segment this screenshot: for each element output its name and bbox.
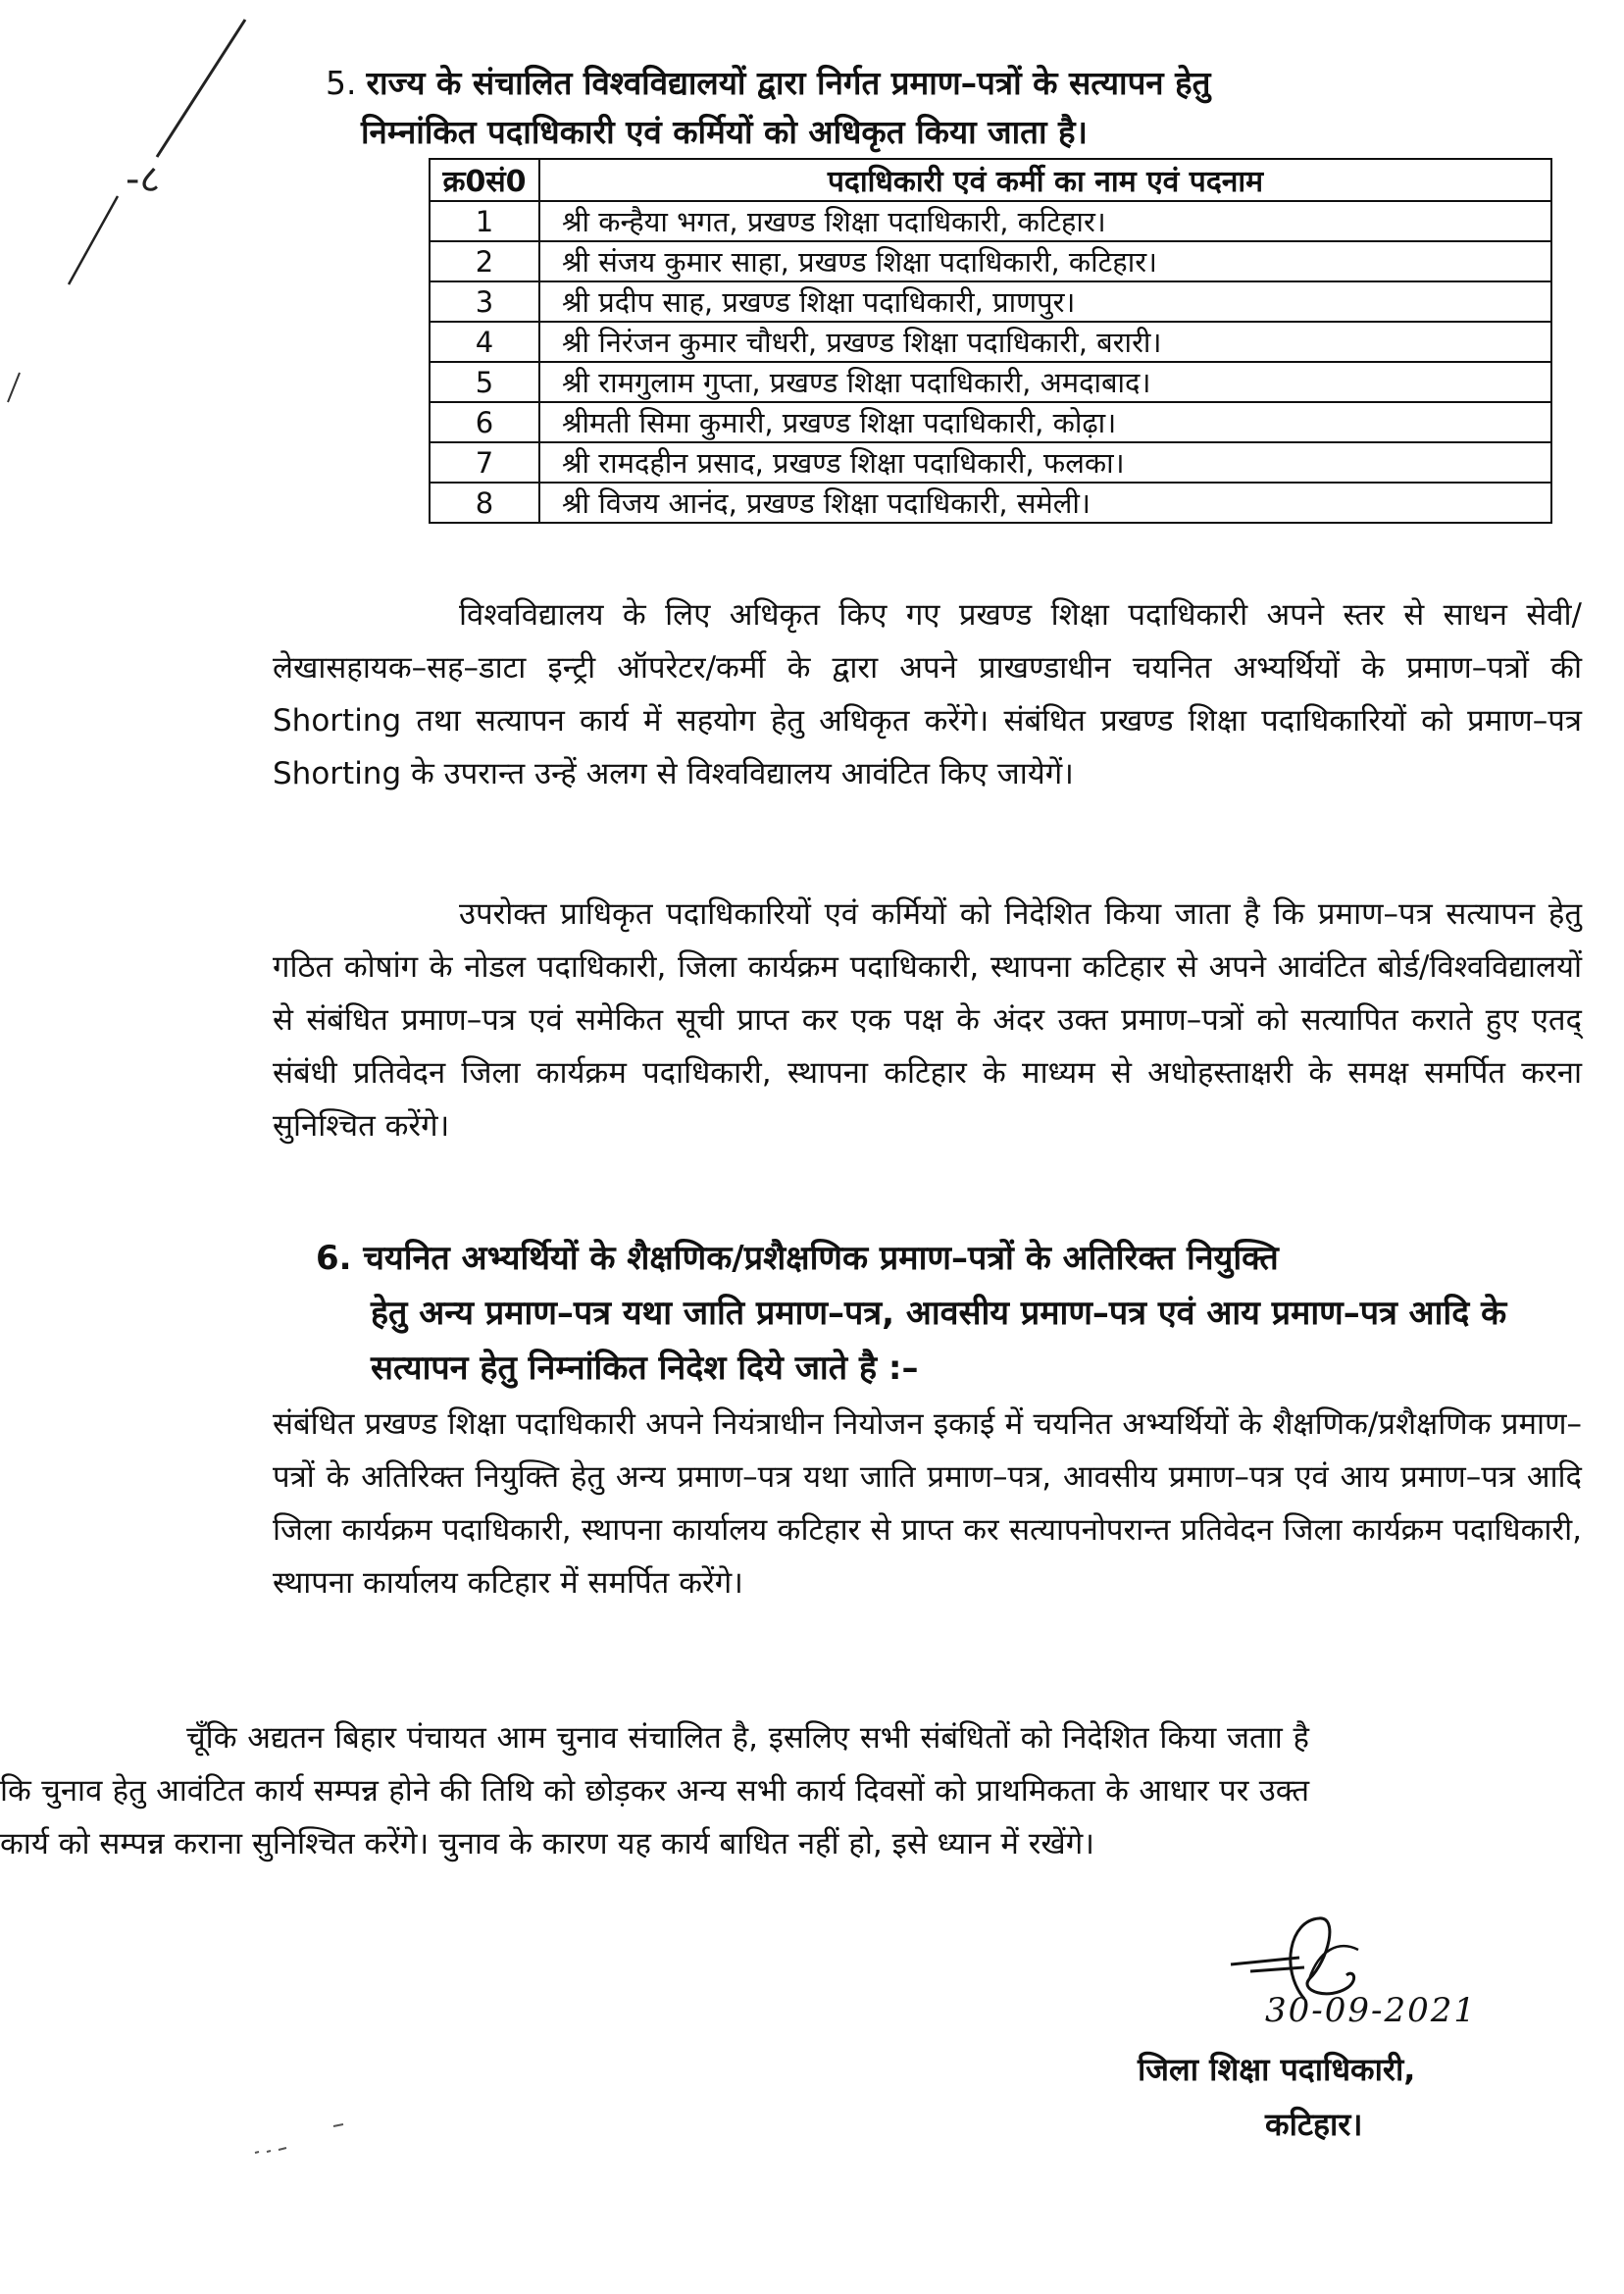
- row-officer: श्री संजय कुमार साहा, प्रखण्ड शिक्षा पदाधिकारी, कटिहार।: [539, 241, 1551, 281]
- row-officer: श्री रामगुलाम गुप्ता, प्रखण्ड शिक्षा पदाधिकारी, अमदाबाद।: [539, 362, 1551, 402]
- table-row: [430, 362, 1551, 402]
- section-5-line1: राज्य के संचालित विश्वविद्यालयों द्वारा निर्गत प्रमाण–पत्रों के सत्यापन हेतु: [366, 64, 1211, 102]
- paragraph-university-authorization: [273, 588, 1582, 800]
- row-serial: 8: [430, 483, 539, 523]
- section-5-line2: निम्नांकित पदाधिकारी एवं कर्मियों को अधिकृत किया जाता है।: [361, 113, 1089, 151]
- header-name: पदाधिकारी एवं कर्मी का नाम एवं पदनाम: [539, 159, 1551, 201]
- row-officer: श्री निरंजन कुमार चौधरी, प्रखण्ड शिक्षा पदाधिकारी, बरारी।: [539, 322, 1551, 362]
- margin-pen-marks: [0, 0, 294, 490]
- officers-table: [429, 158, 1552, 524]
- row-officer: श्री विजय आनंद, प्रखण्ड शिक्षा पदाधिकारी, समेली।: [539, 483, 1551, 523]
- paragraph-3-text: संबंधित प्रखण्ड शिक्षा पदाधिकारी अपने नियंत्राधीन नियोजन इकाई में चयनित अभ्यर्थियों के शैक्षणिक/प्रशैक्षणिक प्रमाण–पत्रों के अतिरिक्त नियुक्ति हेतु अन्य प्रमाण–पत्र यथा जाति प्रमाण–पत्र, आवसीय प्रमाण–पत्र एवं आय प्रमाण–पत्र आदि जिला कार्यक्रम पदाधिकारी, स्थापना कार्यालय कटिहार से प्राप्त कर सत्यापनोपरान्त प्रतिवेदन जिला कार्यक्रम पदाधिकारी, स्थापना कार्यालय कटिहार में समर्पित करेंगे।: [273, 1406, 1582, 1601]
- row-serial: 4: [430, 322, 539, 362]
- table-row: [430, 322, 1551, 362]
- paragraph-1-text: विश्वविद्यालय के लिए अधिकृत किए गए प्रखण्ड शिक्षा पदाधिकारी अपने स्तर से साधन सेवी/लेखासहायक–सह–डाटा इन्ट्री ऑपरेटर/कर्मी के द्वारा अपने प्राखण्डाधीन चयनित अभ्यर्थियों के प्रमाण–पत्रों की Shorting तथा सत्यापन कार्य में सहयोग हेतु अधिकृत करेंगे। संबंधित प्रखण्ड शिक्षा पदाधिकारियों को प्रमाण–पत्र Shorting के उपरान्त उन्हें अलग से विश्वविद्यालय आवंटित किए जायेगें।: [273, 597, 1582, 791]
- row-serial: 6: [430, 402, 539, 442]
- signatory-place: कटिहार।: [1265, 2106, 1363, 2143]
- table-header-row: [430, 159, 1551, 201]
- section-6-number: 6.: [316, 1239, 352, 1278]
- margin-note: -८: [126, 157, 161, 202]
- paragraph-other-certificates: [273, 1398, 1582, 1609]
- row-officer: श्री कन्हैया भगत, प्रखण्ड शिक्षा पदाधिकारी, कटिहार।: [539, 201, 1551, 241]
- table-row: [430, 241, 1551, 281]
- paragraph-4-text: चूँकि अद्यतन बिहार पंचायत आम चुनाव संचालित है, इसलिए सभी संबंधितों को निदेशित किया जताा है कि चुनाव हेतु आवंटित कार्य सम्पन्न होने की तिथि को छोड़कर अन्य सभी कार्य दिवसों को प्राथमिकता के आधार पर उक्त कार्य को सम्पन्न कराना सुनिश्चित करेंगे। चुनाव के कारण यह कार्य बाधित नहीं हो, इसे ध्यान में रखेंगे।: [0, 1720, 1309, 1861]
- row-serial: 2: [430, 241, 539, 281]
- table-row: [430, 442, 1551, 483]
- section-5-heading: [326, 59, 1581, 157]
- row-serial: 1: [430, 201, 539, 241]
- row-serial: 5: [430, 362, 539, 402]
- signature-block: [1138, 2042, 1549, 2152]
- table-row: [430, 281, 1551, 322]
- section-5-number: 5.: [326, 64, 357, 102]
- paragraph-2-text: उपरोक्त प्राधिकृत पदाधिकारियों एवं कर्मियों को निदेशित किया जाता है कि प्रमाण–पत्र सत्यापन हेतु गठित कोषांग के नोडल पदाधिकारी, जिला कार्यक्रम पदाधिकारी, स्थापना कटिहार से अपने आवंटित बोर्ड/विश्वविद्यालयों से संबंधित प्रमाण–पत्र एवं समेकित सूची प्राप्त कर एक पक्ष के अंदर उक्त प्रमाण–पत्रों को सत्यापित कराते हुए एतद् संबंधी प्रतिवेदन जिला कार्यक्रम पदाधिकारी, स्थापना कटिहार के माध्यम से अधोहस्ताक्षरी के समक्ष समर्पित करना सुनिश्चित करेंगे।: [273, 896, 1582, 1144]
- section-6-line1: चयनित अभ्यर्थियों के शैक्षणिक/प्रशैक्षणिक प्रमाण–पत्रों के अतिरिक्त नियुक्ति: [363, 1239, 1279, 1278]
- row-officer: श्रीमती सिमा कुमारी, प्रखण्ड शिक्षा पदाधिकारी, कोढ़ा।: [539, 402, 1551, 442]
- table-row: [430, 201, 1551, 241]
- row-serial: 3: [430, 281, 539, 322]
- paragraph-election-note: [0, 1711, 1309, 1870]
- row-officer: श्री रामदहीन प्रसाद, प्रखण्ड शिक्षा पदाधिकारी, फलका।: [539, 442, 1551, 483]
- section-6-heading: [316, 1231, 1583, 1396]
- signatory-designation: जिला शिक्षा पदाधिकारी,: [1138, 2051, 1416, 2088]
- table-row: [430, 483, 1551, 523]
- row-serial: 7: [430, 442, 539, 483]
- row-officer: श्री प्रदीप साह, प्रखण्ड शिक्षा पदाधिकारी, प्राणपुर।: [539, 281, 1551, 322]
- table-row: [430, 402, 1551, 442]
- paragraph-verification-instructions: [273, 888, 1582, 1152]
- scan-specks: [196, 2109, 353, 2167]
- header-serial: क्र0सं0: [430, 159, 539, 201]
- signature-date: 30-09-2021: [1265, 1991, 1478, 2030]
- section-6-rest: हेतु अन्य प्रमाण–पत्र यथा जाति प्रमाण–पत्र, आवसीय प्रमाण–पत्र एवं आय प्रमाण–पत्र आदि के सत्यापन हेतु निम्नांकित निदेश दिये जाते है :–: [371, 1294, 1507, 1388]
